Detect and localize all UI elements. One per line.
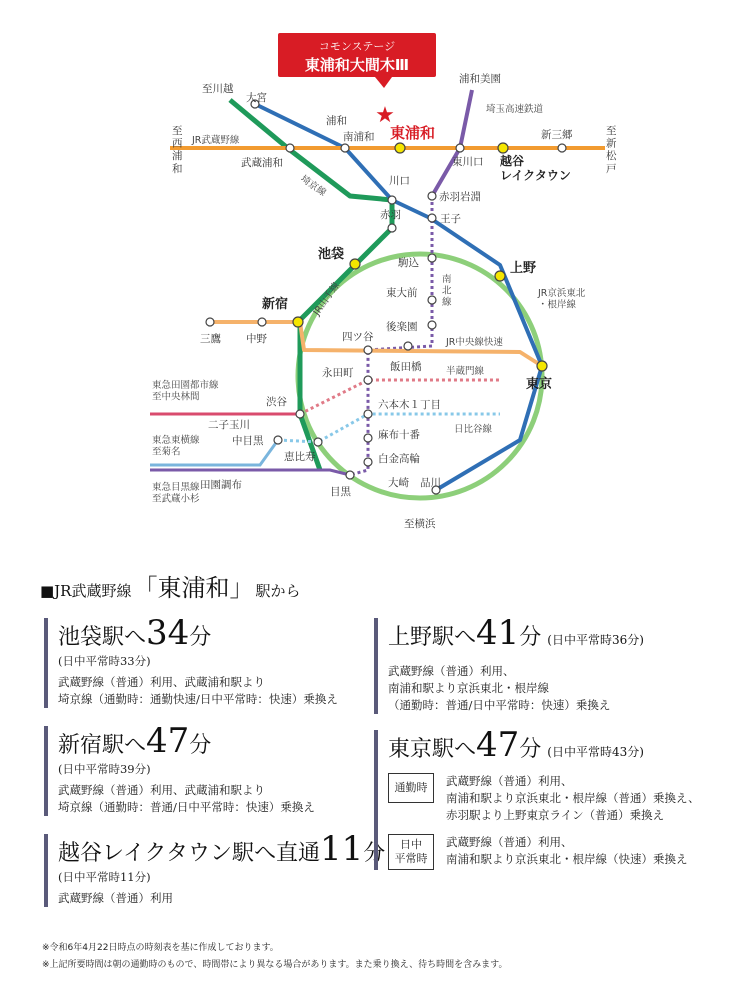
line-hanzomon: 半蔵門線 (446, 366, 485, 377)
route-ikebukuro-dest: 池袋駅へ (58, 625, 147, 650)
station-koshigaya: 越谷レイクタウン (500, 154, 571, 183)
route-tokyo-unit: 分 (519, 737, 542, 762)
station-futako: 二子玉川 (208, 419, 250, 431)
route-ueno-offpeak: (日中平常時36分) (547, 633, 644, 647)
tag-offpeak: 日中 平常時 (388, 834, 434, 870)
tokyo-commute-desc2: 南浦和駅より京浜東北・根岸線（普通）乗換え、 (446, 791, 700, 805)
heading-suffix: 駅から (255, 582, 301, 600)
route-tokyo (374, 725, 700, 870)
tokyo-offpeak-row (388, 834, 700, 870)
line-saikyo: 埼京線 (298, 173, 328, 199)
route-tokyo-offpeak: (日中平常時43分) (547, 745, 644, 759)
route-ueno-desc1: 武蔵野線（普通）利用、 (388, 664, 515, 678)
tokyo-offpeak-desc1: 武蔵野線（普通）利用、 (446, 835, 573, 849)
route-shinjuku (44, 721, 315, 816)
station-to-nishiurawa: 至西浦和 (172, 125, 183, 175)
route-tokyo-minutes: 47 (476, 725, 520, 765)
brand-line1: コモンステージ (318, 40, 396, 53)
route-ueno-desc3: （通勤時：普通/日中平常時：快速）乗換え (388, 698, 611, 712)
station-oji: 王子 (440, 213, 461, 225)
line-toyoko: 東急東横線至菊名 (152, 435, 200, 458)
route-ueno-desc2: 南浦和駅より京浜東北・根岸線 (388, 681, 549, 695)
route-koshigaya (44, 829, 386, 907)
line-musashino: JR武蔵野線 (192, 135, 240, 146)
line-saitama-rapid: 埼玉高速鉄道 (486, 104, 544, 115)
route-ikebukuro-offpeak: (日中平常時33分) (58, 654, 151, 668)
station-mitaka: 三鷹 (200, 333, 221, 345)
tag-commute: 通勤時 (388, 773, 434, 803)
line-hibiya: 日比谷線 (454, 424, 493, 435)
station-korakuen: 後楽園 (386, 321, 418, 333)
station-omiya: 大宮 (246, 92, 267, 104)
line-meguro: 東急目黒線至武蔵小杉 (152, 482, 200, 505)
station-to-shinmatsudo: 至新松戸 (606, 125, 617, 175)
route-shinjuku-minutes: 47 (146, 721, 190, 761)
line-denentoshi: 東急田園都市線至中央林間 (152, 380, 219, 403)
station-akabane-iwabuchi: 赤羽岩淵 (439, 191, 481, 203)
route-ueno-unit: 分 (519, 625, 542, 650)
station-shirokane: 白金高輪 (378, 453, 420, 465)
station-kawaguchi: 川口 (389, 175, 410, 187)
access-heading (40, 568, 301, 603)
station-urawa: 浦和 (326, 115, 347, 127)
route-ikebukuro-minutes: 34 (146, 613, 190, 653)
line-namboku: 南北線 (442, 274, 452, 308)
station-musashi-urawa: 武蔵浦和 (241, 157, 283, 169)
station-higashi-kawaguchi: 東川口 (452, 156, 484, 168)
brand-line2: 東浦和大間木Ⅲ (304, 56, 410, 74)
station-yotsuya: 四ツ谷 (342, 331, 374, 343)
route-koshigaya-unit: 分 (363, 841, 386, 866)
station-shinagawa: 品川 (420, 477, 441, 489)
station-iidabashi: 飯田橋 (390, 361, 422, 373)
station-akabane: 赤羽 (380, 209, 401, 221)
station-to-kawagoe: 至川越 (202, 83, 234, 95)
route-koshigaya-offpeak: (日中平常時11分) (58, 870, 151, 884)
star-icon: ★ (375, 103, 395, 128)
station-to-yokohama: 至横浜 (404, 518, 436, 530)
route-ueno-dest: 上野駅へ (388, 625, 477, 650)
station-osaki: 大崎 (388, 477, 409, 489)
route-shinjuku-dest: 新宿駅へ (58, 733, 147, 758)
route-ikebukuro-desc1: 武蔵野線（普通）利用、武蔵浦和駅より (58, 675, 265, 689)
station-ueno: 上野 (510, 261, 537, 276)
station-meguro: 目黒 (330, 486, 351, 498)
station-shin-misato: 新三郷 (541, 129, 573, 141)
line-chuo: JR中央線快速 (446, 337, 503, 348)
tokyo-commute-row (388, 773, 700, 824)
route-shinjuku-offpeak: (日中平常時39分) (58, 762, 151, 776)
meguro-line (150, 470, 350, 475)
line-yamanote: JR山手線 (311, 280, 343, 318)
route-shinjuku-unit: 分 (189, 733, 212, 758)
station-azabu: 麻布十番 (378, 429, 420, 441)
access-info (0, 540, 730, 989)
heading-prefix: ■JR武蔵野線 (40, 582, 132, 600)
route-koshigaya-desc1: 武蔵野線（普通）利用 (58, 891, 173, 905)
route-tokyo-dest: 東京駅へ (388, 737, 477, 762)
station-nakano: 中野 (246, 333, 267, 345)
station-urawa-misono: 浦和美園 (459, 73, 501, 85)
station-den-chofu: 田園調布 (200, 479, 242, 491)
station-shinjuku: 新宿 (262, 297, 289, 312)
station-shibuya: 渋谷 (266, 396, 287, 408)
route-ueno (374, 613, 644, 714)
station-minami-urawa: 南浦和 (343, 131, 375, 143)
station-ikebukuro: 池袋 (318, 247, 345, 262)
station-ebisu: 恵比寿 (284, 451, 316, 463)
route-ikebukuro (44, 613, 338, 708)
station-higashi-daimae: 東大前 (386, 287, 418, 299)
saitama-rapid-line (432, 90, 472, 196)
heading-station: 「東浦和」 (133, 574, 254, 602)
route-ueno-minutes: 41 (476, 613, 520, 653)
footnote-2: ※上記所要時間は朝の通勤時のもので、時間帯により異なる場合があります。また乗り換え、待ち時間を含みます。 (42, 960, 508, 970)
station-nagatacho: 永田町 (322, 367, 354, 379)
station-tokyo: 東京 (526, 377, 553, 392)
tokyo-offpeak-desc2: 南浦和駅より京浜東北・根岸線（快速）乗換え (446, 852, 688, 866)
station-komagome: 駒込 (398, 257, 419, 269)
route-shinjuku-desc2: 埼京線（通勤時：普通/日中平常時：快速）乗換え (58, 800, 315, 814)
station-nakameguro: 中目黒 (232, 435, 264, 447)
tokyo-commute-desc1: 武蔵野線（普通）利用、 (446, 774, 573, 788)
tokyo-commute-desc3: 赤羽駅より上野東京ライン（普通）乗換え (446, 808, 665, 822)
line-keihin: JR京浜東北・根岸線 (538, 288, 586, 311)
station-higashi-urawa: 東浦和 (390, 124, 436, 142)
route-shinjuku-desc1: 武蔵野線（普通）利用、武蔵浦和駅より (58, 783, 265, 797)
brand-banner-pointer (375, 77, 392, 88)
route-koshigaya-dest: 越谷レイクタウン駅へ直通 (58, 841, 321, 866)
route-ikebukuro-desc2: 埼京線（通勤時：通勤快速/日中平常時：快速）乗換え (58, 692, 338, 706)
station-roppongi: 六本木１丁目 (378, 399, 441, 411)
route-ikebukuro-unit: 分 (189, 625, 212, 650)
footnote-1: ※令和6年4月22日時点の時刻表を基に作成しております。 (42, 943, 279, 953)
route-koshigaya-minutes: 11 (320, 829, 364, 869)
